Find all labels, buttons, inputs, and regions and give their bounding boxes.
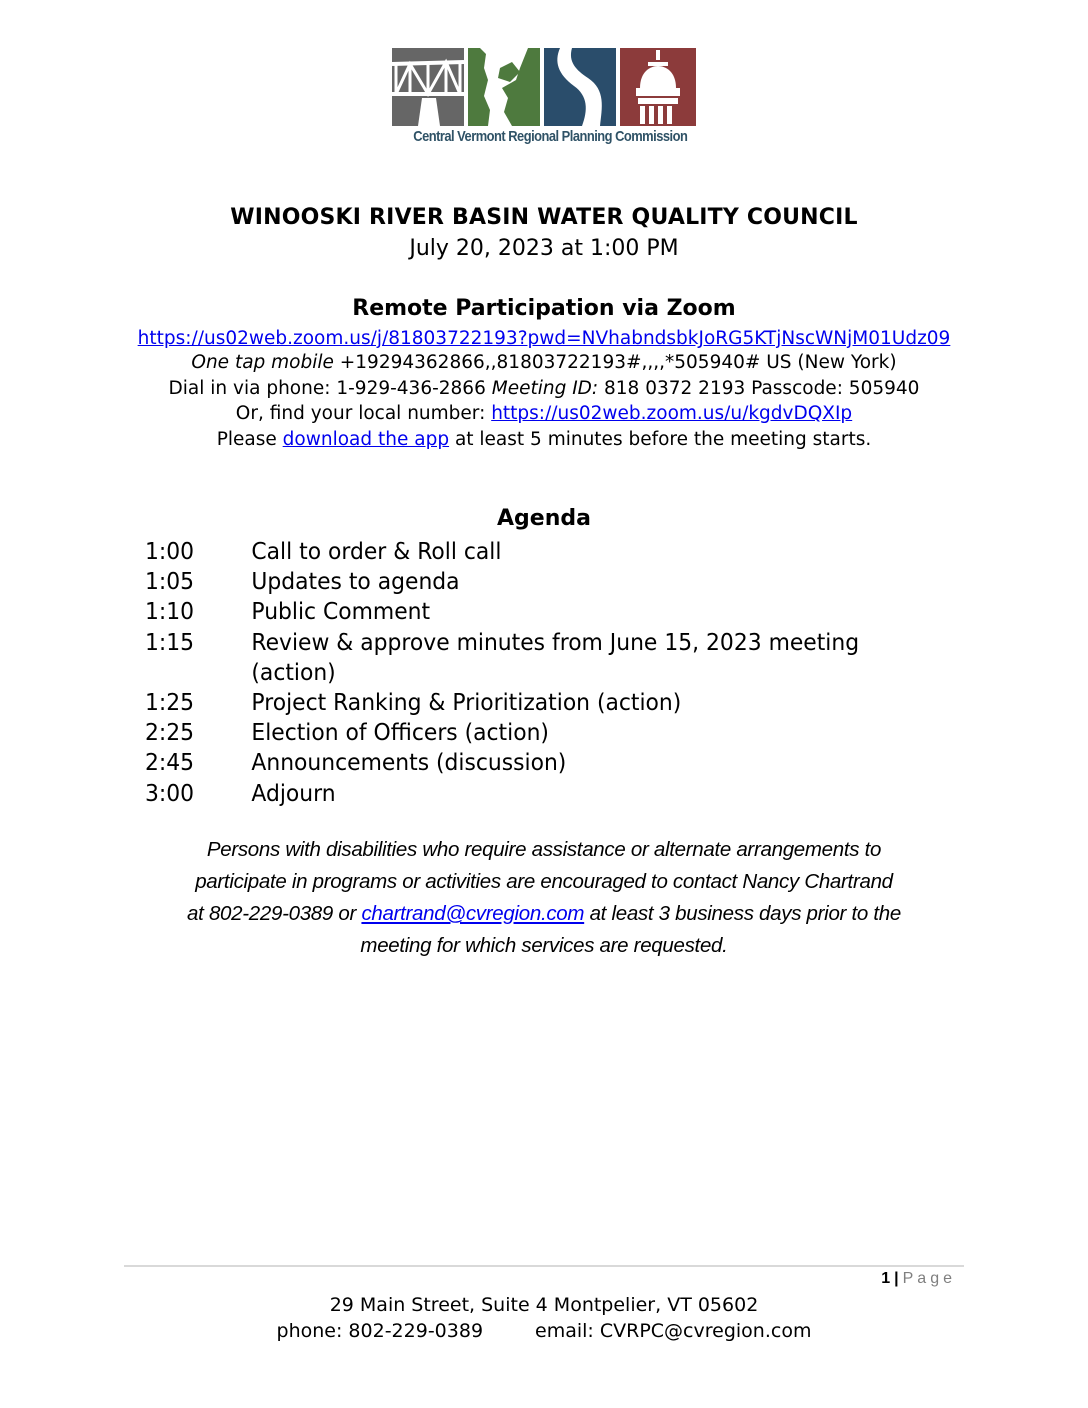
footer-address: 29 Main Street, Suite 4 Montpelier, VT 05602	[329, 1294, 759, 1316]
agenda-list	[145, 537, 962, 809]
meeting-date: July 20, 2023 at 1:00 PM	[409, 236, 679, 261]
capitol-dome-icon	[620, 48, 696, 126]
vermont-map-icon	[468, 48, 540, 126]
one-tap-value: +19294362866,,81803722193#,,,,*505940# US (New York)	[333, 352, 897, 373]
logo-caption: Central Vermont Regional Planning Commission	[413, 128, 688, 145]
agenda-time	[145, 658, 251, 688]
one-tap-label: One tap mobile	[191, 352, 334, 373]
meeting-id-value: 818 0372 2193 Passcode: 505940	[598, 378, 920, 399]
zoom-meeting-link[interactable]: https://us02web.zoom.us/j/81803722193?pwd=NVhabndsbkJoRG5KTjNscWNjM01Udz09	[137, 328, 951, 349]
footer-phone: phone: 802-229-0389	[276, 1320, 484, 1342]
agenda-item	[145, 718, 962, 748]
one-tap-mobile-line	[0, 352, 1088, 373]
meeting-id-label: Meeting ID:	[491, 378, 599, 399]
agenda-text: Announcements (discussion)	[251, 750, 567, 777]
notice-text: at 802-229-0389 or	[187, 902, 362, 925]
agenda-text: Project Ranking & Prioritization (action)	[251, 690, 682, 717]
agenda-item	[145, 537, 962, 567]
agenda-time: 2:45	[145, 750, 195, 777]
footer-divider	[124, 1265, 964, 1267]
agenda-time: 1:25	[145, 690, 195, 717]
river-icon	[544, 48, 616, 126]
dial-in-text: Dial in via phone: 1-929-436-2866	[168, 378, 492, 399]
dial-in-line	[0, 378, 1088, 399]
agenda-text: Election of Officers (action)	[251, 720, 549, 747]
agenda-text: (action)	[251, 659, 336, 686]
agenda-item	[145, 567, 962, 597]
footer-contact	[0, 1320, 1088, 1342]
agenda-item	[145, 597, 962, 627]
agenda-time: 3:00	[145, 780, 195, 807]
download-suffix: at least 5 minutes before the meeting starts.	[449, 429, 872, 450]
local-number-link[interactable]: https://us02web.zoom.us/u/kgdvDQXIp	[491, 403, 853, 424]
agenda-text: Public Comment	[251, 599, 431, 626]
chartrand-email-link[interactable]: chartrand@cvregion.com	[361, 902, 585, 925]
agenda-text: Adjourn	[251, 780, 336, 807]
agenda-time: 1:15	[145, 629, 195, 656]
agenda-heading: Agenda	[497, 506, 591, 531]
notice-line	[0, 898, 1088, 930]
page-word: Page	[902, 1270, 956, 1287]
page-number	[881, 1270, 956, 1288]
cvrpc-logo	[392, 48, 696, 152]
agenda-text: Review & approve minutes from June 15, 2023 meeting	[251, 629, 860, 656]
download-app-link[interactable]: download the app	[282, 429, 450, 450]
agenda-time: 1:00	[145, 539, 195, 565]
agenda-time: 2:25	[145, 720, 195, 747]
agenda-item	[145, 779, 962, 809]
agenda-item	[145, 688, 962, 718]
zoom-meeting-link-line	[0, 328, 1088, 349]
notice-text: at least 3 business days prior to the	[584, 902, 901, 925]
notice-line: participate in programs or activities are encouraged to contact Nancy Chartrand	[195, 870, 893, 893]
footer-email: email: CVRPC@cvregion.com	[535, 1320, 812, 1342]
remote-participation-heading: Remote Participation via Zoom	[352, 296, 736, 321]
local-number-line	[0, 403, 1088, 424]
notice-line: meeting for which services are requested.	[360, 934, 728, 957]
agenda-time: 1:10	[145, 599, 195, 626]
agenda-item	[145, 628, 962, 658]
council-title: WINOOSKI RIVER BASIN WATER QUALITY COUNCIL	[230, 205, 858, 230]
download-prefix: Please	[216, 429, 283, 450]
agenda-item-continuation	[145, 658, 962, 688]
agenda-text: Call to order & Roll call	[251, 539, 502, 565]
accessibility-notice	[0, 834, 1088, 962]
page-separator: |	[894, 1270, 899, 1287]
agenda-time: 1:05	[145, 569, 195, 596]
local-number-text: Or, find your local number:	[235, 403, 492, 424]
agenda-item	[145, 748, 962, 778]
logo-panels	[392, 48, 696, 126]
bridge-icon	[392, 48, 464, 126]
agenda-text: Updates to agenda	[251, 569, 460, 596]
download-app-line	[0, 429, 1088, 450]
notice-line: Persons with disabilities who require assistance or alternate arrangements to	[206, 838, 882, 861]
page-number-value: 1	[881, 1270, 891, 1287]
